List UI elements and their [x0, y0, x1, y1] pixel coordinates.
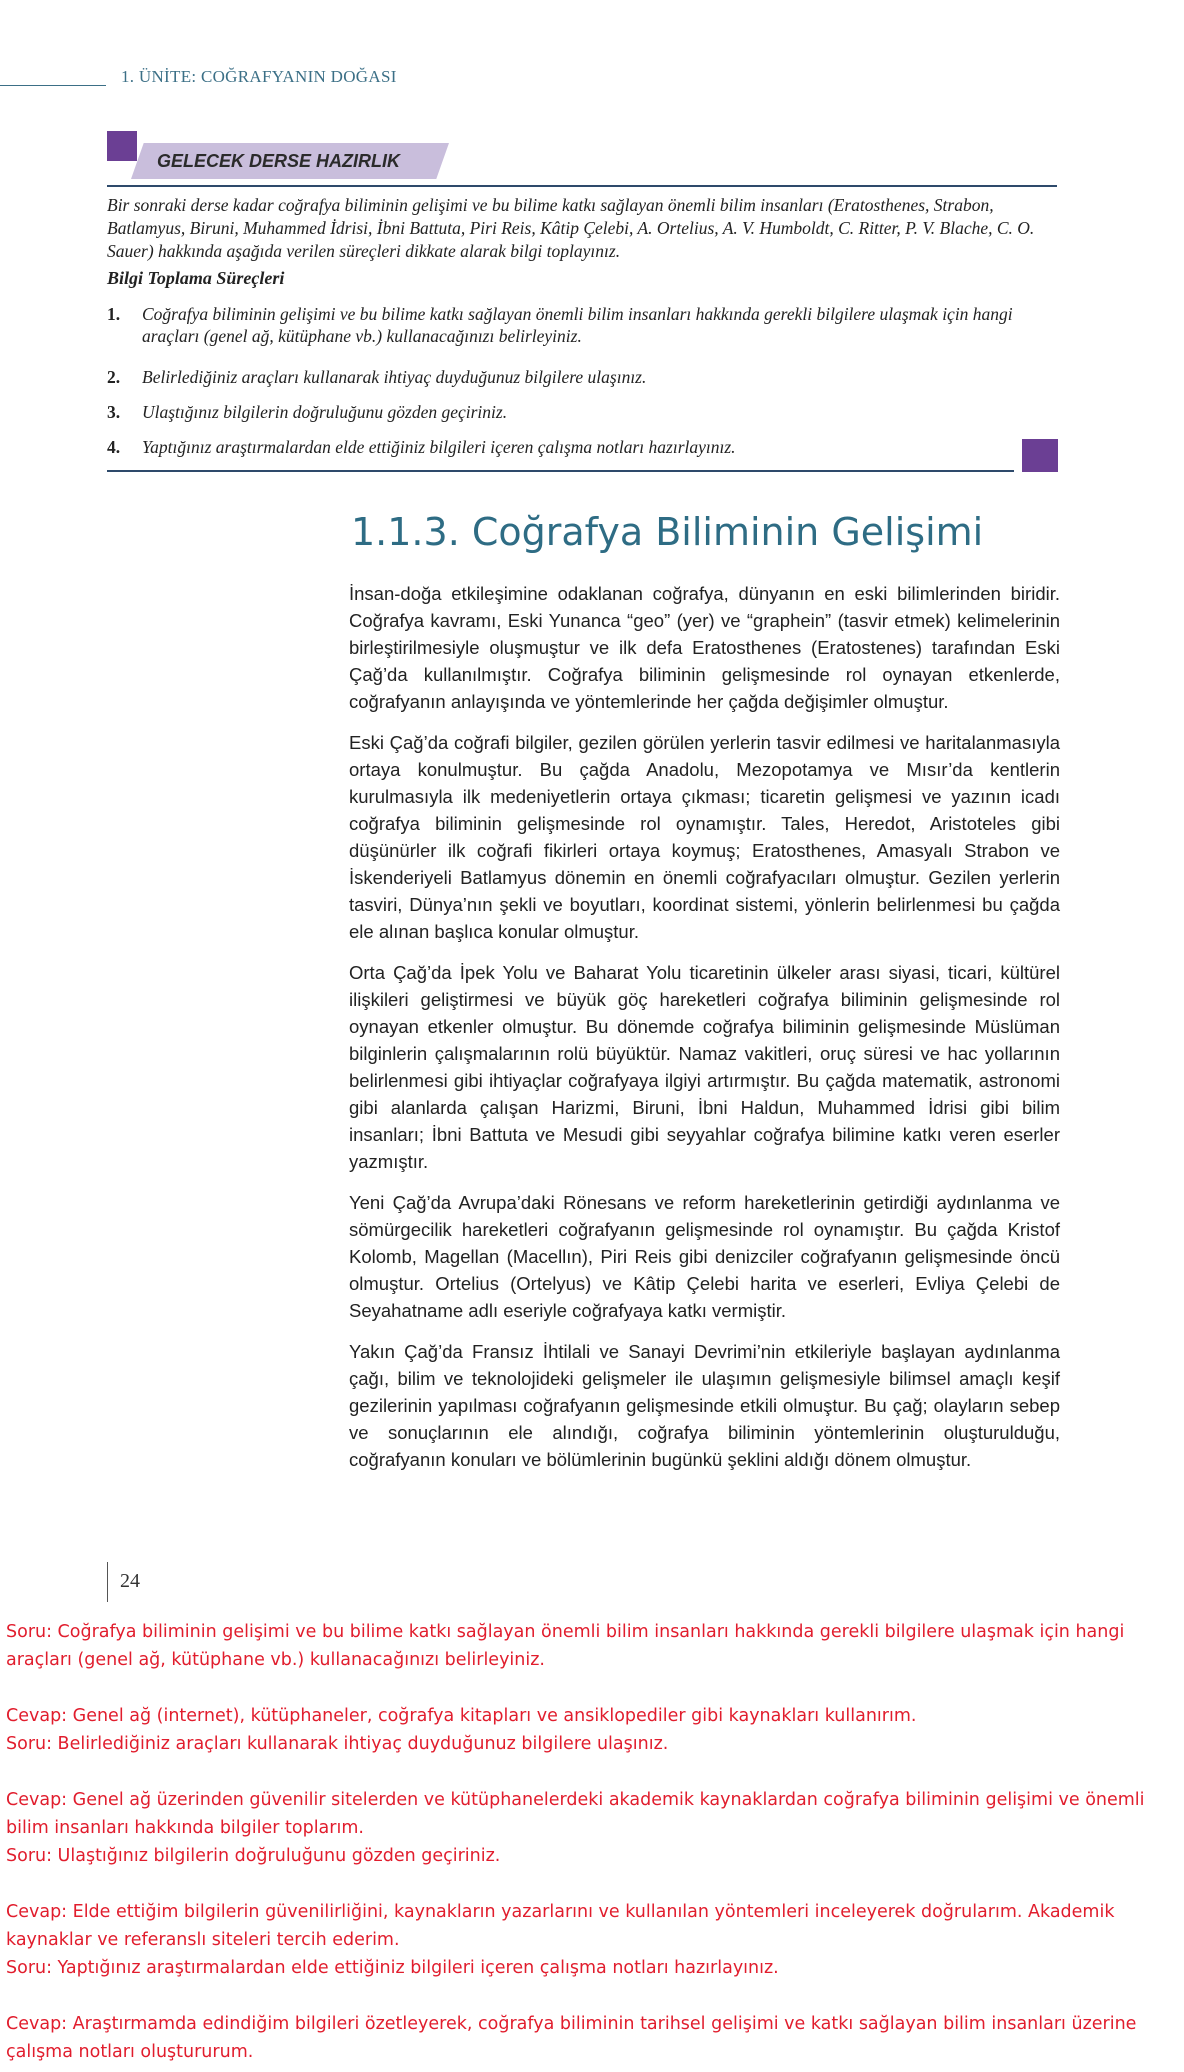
prep-step	[107, 303, 1057, 347]
step-number: 2.	[107, 367, 121, 387]
question: Soru: Ulaştığınız bilgilerin doğruluğunu gözden geçiriniz.	[6, 1846, 501, 1866]
header-rule	[0, 85, 106, 86]
page-number-rule	[107, 1562, 108, 1602]
body-paragraph: Eski Çağ’da coğrafi bilgiler, gezilen görülen yerlerin tasvir edilmesi ve haritalanmasıyla ortaya konulmuştur. Bu çağda Anadolu, Mezopotamya ve Mısır’da kentlerin kurulmasıyla ilk medeniyetlerin ortaya çıkması; ticaretin gelişmesi ve yazının icadı coğrafya biliminin gelişmesinde rol oynamıştır. Tales, Heredot, Aristoteles gibi düşünürler ilk coğrafi fikirleri ortaya koymuş; Eratosthenes, Amasyalı Strabon ve İskenderiyeli Batlamyus dönemin en önemli coğrafyacıları olmuştur. Gezilen yerlerin tasviri, Dünya’nın şekli ve boyutları, koordinat sistemi, yönlerin belirlenmesi bu çağda ele alınan başlıca konular olmuştur.	[349, 732, 1060, 942]
prep-subheading: Bilgi Toplama Süreçleri	[107, 268, 285, 288]
body-paragraph: Yakın Çağ’da Fransız İhtilali ve Sanayi Devrimi’nin etkileriyle başlayan aydınlanma çağı, bilim ve teknolojideki gelişmeler ile ulaşımın gelişmesiyle bilimsel amaçlı keşif gezilerinin yapılması coğrafyanın gelişmesinde etkili olmuştur. Bu çağ; olayların sebep ve sonuçlarının ele alındığı, coğrafya biliminin yöntemlerinin oluşturulduğu, coğrafyanın konuları ve bölümlerinin bugünkü şeklini aldığı dönem olmuştur.	[349, 1341, 1060, 1470]
prep-step	[107, 366, 1057, 388]
step-text: Ulaştığınız bilgilerin doğruluğunu gözden geçiriniz.	[142, 402, 508, 422]
prep-top-rule	[107, 185, 1057, 187]
body-paragraph: İnsan-doğa etkileşimine odaklanan coğrafya, dünyanın en eski bilimlerinden biridir. Coğrafya kavramı, Eski Yunanca “geo” (yer) ve “graphein” (tasvir etmek) kelimelerinin birleştirilmesiyle oluşmuştur ve ilk defa Eratosthenes (Eratostenes) tarafından Eski Çağ’da kullanılmıştır. Coğrafya biliminin gelişmesinde rol oynayan etkenlerde, coğrafyanın anlayışında ve yöntemlerinde her çağda değişimler olmuştur.	[349, 583, 1060, 712]
body-paragraph: Yeni Çağ’da Avrupa’daki Rönesans ve reform hareketlerinin getirdiği aydınlanma ve sömürgecilik hareketleri coğrafyanın gelişmesinde rol oynamıştır. Bu çağda Kristof Kolomb, Magellan (Macellın), Piri Reis gibi denizciler coğrafyanın gelişmesinde öncü olmuştur. Ortelius (Ortelyus) ve Kâtip Çelebi harita ve eserleri, Evliya Çelebi de Seyahatname adlı eseriyle coğrafyaya katkı vermiştir.	[349, 1192, 1060, 1321]
question: Soru: Belirlediğiniz araçları kullanarak ihtiyaç duyduğunuz bilgilere ulaşınız.	[6, 1734, 669, 1754]
qa-section	[6, 1618, 1176, 2066]
step-number: 4.	[107, 437, 121, 457]
section-title: 1.1.3. Coğrafya Biliminin Gelişimi	[351, 510, 984, 554]
section-body	[349, 580, 1060, 1487]
prep-step	[107, 401, 1057, 423]
step-number: 3.	[107, 402, 121, 422]
question: Soru: Coğrafya biliminin gelişimi ve bu bilime katkı sağlayan önemli bilim insanları hakkında gerekli bilgilere ulaşmak için hangi araçları (genel ağ, kütüphane vb.) kullanacağınızı belirleyiniz.	[6, 1622, 1125, 1670]
body-paragraph: Orta Çağ’da İpek Yolu ve Baharat Yolu ticaretinin ülkeler arası siyasi, ticari, kültürel ilişkileri geliştirmesi ve büyük göç hareketleri coğrafya biliminin gelişmesinde rol oynayan etkenler olmuştur. Bu dönemde coğrafya biliminin gelişmesinde Müslüman bilginlerin çalışmalarının rolü büyüktür. Namaz vakitleri, oruç süresi ve hac yollarının belirlenmesi gibi ihtiyaçlar coğrafyaya ilgiyi artırmıştır. Bu çağda matematik, astronomi gibi alanlarda çalışan Harizmi, Biruni, İbni Haldun, Muhammed İdrisi gibi bilim insanları; İbni Battuta ve Mesudi gibi seyyahlar coğrafya bilimine katkı veren eserler yazmıştır.	[349, 962, 1060, 1172]
prep-accent-square	[107, 131, 137, 161]
step-number: 1.	[107, 304, 121, 324]
prep-intro: Bir sonraki derse kadar coğrafya biliminin gelişimi ve bu bilime katkı sağlayan önemli bilim insanları (Eratosthenes, Strabon, Batlamyus, Biruni, Muhammed İdrisi, İbni Battuta, Piri Reis, Kâtip Çelebi, A. Ortelius, A. V. Humboldt, C. Ritter, P. V. Blache, C. O. Sauer) hakkında aşağıda verilen süreçleri dikkate alarak bilgi toplayınız.	[107, 195, 1035, 261]
answer: Cevap: Elde ettiğim bilgilerin güvenilirliğini, kaynakların yazarlarını ve kullanılan yöntemleri inceleyerek doğrularım. Akademik kaynaklar ve referanslı siteleri tercih ederim.	[6, 1902, 1115, 1950]
prep-end-square	[1022, 439, 1058, 472]
page-number: 24	[120, 1570, 140, 1592]
step-text: Yaptığınız araştırmalardan elde ettiğiniz bilgileri içeren çalışma notları hazırlayınız.	[142, 437, 736, 457]
prep-bottom-rule	[107, 470, 1014, 472]
prep-step	[107, 436, 1057, 458]
step-text: Coğrafya biliminin gelişimi ve bu bilime katkı sağlayan önemli bilim insanları hakkında gerekli bilgilere ulaşmak için hangi araçları (genel ağ, kütüphane vb.) kullanacağınızı belirleyiniz.	[142, 304, 1013, 346]
step-text: Belirlediğiniz araçları kullanarak ihtiyaç duyduğunuz bilgilere ulaşınız.	[142, 367, 647, 387]
answer: Cevap: Genel ağ (internet), kütüphaneler, coğrafya kitapları ve ansiklopediler gibi kaynakları kullanırım.	[6, 1706, 917, 1726]
question: Soru: Yaptığınız araştırmalardan elde ettiğiniz bilgileri içeren çalışma notları hazırlayınız.	[6, 1958, 779, 1978]
answer: Cevap: Araştırmamda edindiğim bilgileri özetleyerek, coğrafya biliminin tarihsel gelişimi ve katkı sağlayan bilim insanları üzerine çalışma notları oluştururum.	[6, 2014, 1137, 2062]
answer: Cevap: Genel ağ üzerinden güvenilir sitelerden ve kütüphanelerdeki akademik kaynaklardan coğrafya biliminin gelişimi ve önemli bilim insanları hakkında bilgiler toplarım.	[6, 1790, 1145, 1838]
unit-title: 1. ÜNİTE: COĞRAFYANIN DOĞASI	[121, 67, 397, 86]
prep-title: GELECEK DERSE HAZIRLIK	[157, 151, 401, 171]
